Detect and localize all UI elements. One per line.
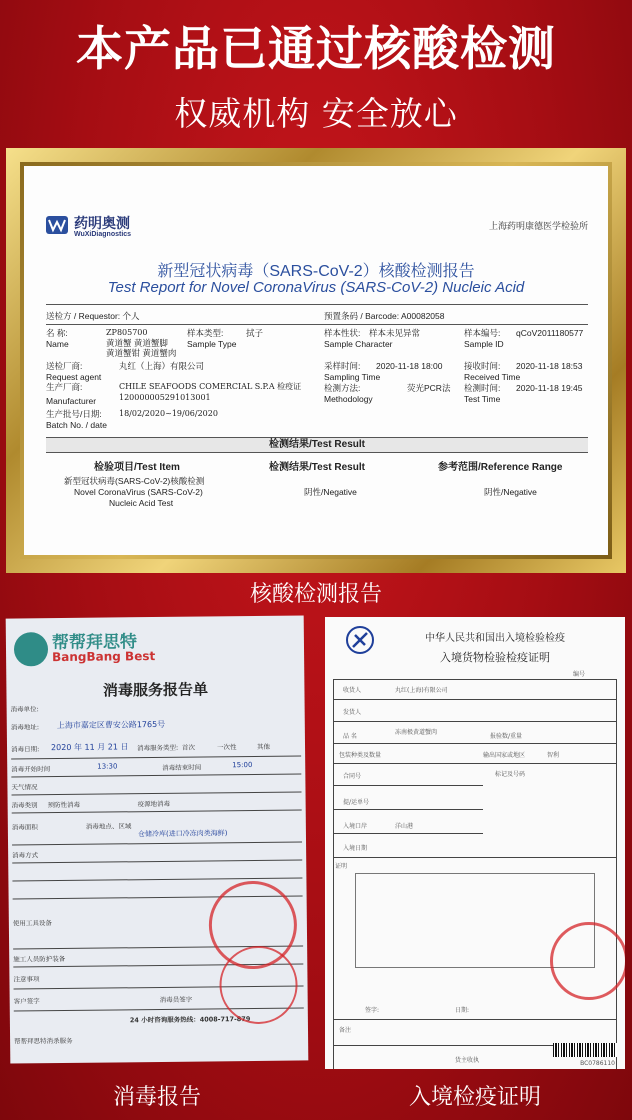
form-rule bbox=[12, 841, 302, 845]
cert-rule bbox=[333, 785, 483, 786]
barcode-value: BC0786110 bbox=[580, 1060, 615, 1067]
quarantine-title: 入境货物检验检疫证明 bbox=[440, 651, 550, 664]
method-value: 荧光PCR法 bbox=[407, 383, 451, 393]
sample-char-value: 样本未见异常 bbox=[369, 328, 421, 338]
area-label: 消毒地点、区域 bbox=[85, 822, 132, 831]
end-label: 消毒结束时间 bbox=[162, 763, 202, 772]
consignee-value: 丸红(上海)有限公司 bbox=[395, 687, 448, 694]
agent-label-cn: 送检厂商: bbox=[46, 361, 83, 371]
detail-label: 注意事项 bbox=[13, 975, 40, 984]
report-rule bbox=[46, 304, 588, 305]
contract-label: 合同号 bbox=[343, 773, 362, 780]
company-stamp bbox=[219, 946, 298, 1025]
service-type-once: 一次性 bbox=[216, 743, 237, 752]
service-type-label: 消毒服务类型: bbox=[137, 743, 179, 753]
method-label: 消毒方式 bbox=[12, 851, 39, 860]
report-brand-en: WuXiDiagnostics bbox=[74, 231, 132, 238]
result-header: 检测结果/Test Result bbox=[46, 437, 588, 453]
area-value: 仓储冷库(进口冷冻肉类海鲜) bbox=[137, 829, 228, 839]
report-brand-cn: 药明奥测 bbox=[74, 215, 130, 231]
footer-note: 备注 bbox=[339, 1027, 352, 1034]
disinfection-brand-cn: 帮帮拜思特 bbox=[51, 632, 138, 654]
sample-type-label-en: Sample Type bbox=[187, 339, 237, 349]
report-title-en: Test Report for Novel CoronaVirus (SARS-CoV-2) Nucleic Acid bbox=[107, 279, 525, 296]
date-value: 2020 年 11 月 21 日 bbox=[50, 742, 129, 753]
package-label: 包装种类及数量 bbox=[339, 752, 382, 759]
origin-label: 输出国家或地区 bbox=[483, 752, 526, 759]
batch-label-en: Batch No. / date bbox=[46, 420, 107, 430]
form-rule bbox=[12, 859, 302, 863]
manufacturer-label-en: Manufacturer bbox=[46, 396, 97, 406]
sample-id-label-cn: 样本编号: bbox=[464, 328, 501, 338]
unit-label: 消毒单位: bbox=[10, 705, 39, 714]
date-label: 消毒日期: bbox=[11, 745, 40, 754]
cert-rule bbox=[333, 763, 617, 764]
agent-value: 丸红（上海）有限公司 bbox=[119, 361, 205, 371]
report-barcode: 预置条码 / Barcode: A00082058 bbox=[324, 311, 445, 321]
entry-port-value: 洋山港 bbox=[395, 823, 414, 830]
entry-date-label: 入境日期 bbox=[343, 845, 368, 852]
category-label: 消毒类别 bbox=[11, 801, 38, 810]
wuxi-logo-icon bbox=[46, 214, 68, 236]
agent-label-en: Request agent bbox=[46, 372, 102, 382]
product-label: 品 名 bbox=[343, 733, 357, 740]
cert-rule bbox=[333, 699, 617, 700]
sample-char-label-en: Sample Character bbox=[324, 339, 393, 349]
item-line-2: Novel CoronaVirus (SARS-CoV-2) bbox=[74, 487, 203, 497]
report-rule bbox=[46, 324, 588, 325]
item-line-1: 新型冠状病毒(SARS-CoV-2)核酸检测 bbox=[64, 476, 205, 486]
sampling-label-cn: 采样时间: bbox=[324, 361, 361, 371]
received-label-cn: 接收时间: bbox=[464, 361, 501, 371]
sample-type-label-cn: 样本类型: bbox=[187, 328, 224, 338]
test-time-label-cn: 检测时间: bbox=[464, 383, 501, 393]
start-value: 13:30 bbox=[97, 762, 118, 771]
name-label-en: Name bbox=[46, 339, 69, 349]
cert-rule bbox=[333, 679, 617, 680]
method-label-en: Methodology bbox=[324, 394, 373, 404]
consignor-label: 发货人 bbox=[343, 709, 362, 716]
bangbang-logo-icon bbox=[14, 632, 48, 666]
disinfection-title: 消毒服务报告单 bbox=[102, 680, 209, 700]
disinfection-footer: 帮帮拜思特消杀服务 bbox=[14, 1036, 73, 1046]
gold-frame-inner bbox=[20, 162, 612, 559]
quarantine-org: 中华人民共和国出入境检验检疫 bbox=[425, 633, 565, 644]
subheadline: 权威机构 安全放心 bbox=[174, 94, 458, 133]
sampling-value: 2020-11-18 18:00 bbox=[376, 361, 443, 371]
equipment-label: 使用工具设备 bbox=[12, 919, 52, 928]
weather-label: 天气情况 bbox=[11, 783, 38, 792]
manufacturer-code: 120000005291013001 bbox=[119, 393, 211, 402]
form-rule bbox=[11, 773, 301, 777]
address-value: 上海市嘉定区曹安公路1765号 bbox=[56, 719, 166, 731]
address-label: 消毒地址: bbox=[10, 723, 40, 732]
headline: 本产品已通过核酸检测 bbox=[76, 22, 556, 77]
cert-rule bbox=[616, 679, 617, 1069]
col-reference-range: 参考范围/Reference Range bbox=[438, 462, 563, 473]
bill-label: 提/运单号 bbox=[343, 799, 370, 806]
form-rule bbox=[12, 809, 302, 813]
disinfection-brand-en: BangBang Best bbox=[52, 649, 156, 665]
cert-rule bbox=[333, 679, 334, 1069]
service-type-other: 其他 bbox=[256, 742, 271, 751]
report-requestor: 送检方 / Requestor: 个人 bbox=[46, 311, 140, 321]
method-label-cn: 检测方法: bbox=[324, 383, 361, 393]
cert-rule bbox=[333, 809, 483, 810]
manufacturer-label-cn: 生产厂商: bbox=[46, 382, 83, 392]
name-value-1: 黄道蟹 黄道蟹脚 bbox=[106, 338, 168, 348]
sampling-label-en: Sampling Time bbox=[324, 372, 381, 382]
sample-type-value: 拭子 bbox=[246, 328, 264, 338]
disinfection-report-photo bbox=[6, 615, 309, 1063]
quarantine-stamp bbox=[550, 922, 625, 1000]
sample-char-label-cn: 样本性状: bbox=[324, 328, 361, 338]
hotline: 24 小时咨询服务热线：4008-717-879 bbox=[129, 1015, 251, 1025]
cert-rule bbox=[333, 1019, 617, 1020]
signer-label: 签字: bbox=[365, 1007, 380, 1014]
caption-quarantine: 入境检疫证明 bbox=[408, 1085, 541, 1110]
form-rule bbox=[11, 755, 301, 759]
declared-label: 报验数/重量 bbox=[490, 733, 523, 740]
nucleic-acid-report bbox=[24, 166, 608, 555]
sample-id-value: qCoV2011180577 bbox=[516, 328, 584, 338]
proof-label: 证明 bbox=[335, 863, 348, 870]
received-label-en: Received Time bbox=[464, 372, 521, 382]
col-test-item: 检验项目/Test Item bbox=[94, 462, 180, 473]
caption-report: 核酸检测报告 bbox=[249, 582, 382, 607]
caption-disinfection: 消毒报告 bbox=[112, 1085, 201, 1110]
cert-rule bbox=[333, 833, 483, 834]
cert-rule bbox=[333, 721, 617, 722]
protection-label: 施工人员防护装备 bbox=[13, 954, 66, 964]
category-opt-epidemic: 疫源地消毒 bbox=[137, 799, 171, 809]
name-code: ZP805700 bbox=[106, 328, 148, 337]
cert-date-label: 日期: bbox=[455, 1007, 470, 1014]
consignee-label: 收货人 bbox=[343, 687, 362, 694]
entry-port-label: 入境口岸 bbox=[343, 823, 368, 830]
name-value-2: 黄道蟹钳 黄道蟹肉 bbox=[106, 348, 177, 358]
barcode bbox=[553, 1043, 617, 1057]
name-label-cn: 名 称: bbox=[46, 328, 68, 338]
gold-frame bbox=[6, 148, 626, 573]
test-time-value: 2020-11-18 19:45 bbox=[516, 383, 583, 393]
sample-id-label-en: Sample ID bbox=[464, 339, 504, 349]
category-opt-preventive: 预防性消毒 bbox=[47, 800, 81, 810]
report-title-cn: 新型冠状病毒（SARS-CoV-2）核酸检测报告 bbox=[157, 263, 475, 280]
service-type-first: 首次 bbox=[181, 743, 196, 752]
result-value: 阴性/Negative bbox=[304, 487, 357, 497]
product-value: 冻南极黄道蟹肉 bbox=[395, 729, 438, 736]
form-rule bbox=[12, 791, 302, 795]
mark-label: 标记及号码 bbox=[495, 771, 526, 778]
col-test-result: 检测结果/Test Result bbox=[269, 462, 365, 473]
batch-value: 18/02/2020~19/06/2020 bbox=[119, 409, 218, 418]
number-label: 编号 bbox=[572, 671, 585, 678]
end-value: 15:00 bbox=[232, 760, 253, 770]
item-line-3: Nucleic Acid Test bbox=[109, 498, 174, 508]
cert-rule bbox=[333, 857, 617, 858]
start-label: 消毒开始时间 bbox=[11, 765, 51, 774]
customer-label: 客户签字 bbox=[13, 997, 40, 1006]
caption-code: 货主收执 bbox=[455, 1057, 480, 1064]
manufacturer-value: CHILE SEAFOODS COMERCIAL S.P.A 检疫证 bbox=[119, 382, 302, 391]
reference-value: 阴性/Negative bbox=[484, 487, 537, 497]
object-label: 消毒面积 bbox=[11, 823, 38, 832]
cert-rule bbox=[333, 743, 617, 744]
received-value: 2020-11-18 18:53 bbox=[516, 361, 583, 371]
batch-label-cn: 生产批号/日期: bbox=[46, 409, 102, 419]
worker-label: 消毒员签字 bbox=[159, 995, 193, 1004]
origin-value: 智利 bbox=[547, 752, 560, 759]
report-institute: 上海药明康德医学检验所 bbox=[488, 221, 588, 231]
test-time-label-en: Test Time bbox=[464, 394, 501, 404]
quarantine-certificate bbox=[325, 617, 625, 1069]
